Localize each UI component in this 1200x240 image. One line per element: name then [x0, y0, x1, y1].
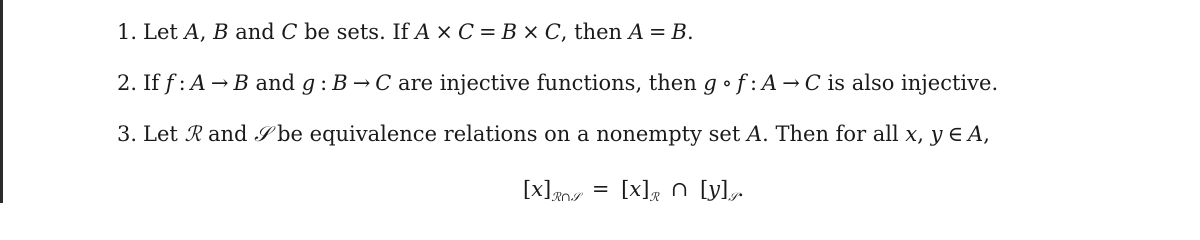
variable-x: x	[629, 177, 642, 201]
bracket-open: [	[699, 177, 709, 201]
text-run: ,	[983, 122, 990, 146]
subscript-relation-r: ℛ	[649, 190, 659, 204]
intersection-sign: ∩	[670, 177, 689, 201]
left-border-rule	[0, 0, 3, 203]
text-run: . Then for all	[762, 122, 906, 146]
text-run: ,	[917, 122, 931, 146]
math-symbol: B	[671, 20, 687, 44]
math-symbol: C	[544, 20, 561, 44]
math-operator: ∘	[721, 71, 733, 95]
text-run: If	[143, 71, 166, 95]
math-symbol: g	[703, 71, 717, 95]
text-run: , then	[560, 20, 629, 44]
math-symbol: y	[930, 122, 943, 146]
statement-text	[143, 122, 990, 146]
math-operator: :	[749, 71, 758, 95]
text-run: Let	[143, 122, 185, 146]
math-operator: :	[178, 71, 186, 95]
statement-number: 1.	[117, 20, 138, 44]
text-run: and	[248, 71, 302, 95]
math-operator: →	[782, 71, 800, 95]
subscript-relation-s: 𝒮	[728, 190, 738, 204]
math-operator: →	[210, 71, 229, 95]
math-symbol: C	[804, 71, 821, 95]
statement-number: 2.	[117, 71, 138, 95]
math-operator: ×	[435, 20, 453, 44]
text-run: ,	[199, 20, 214, 44]
math-symbol: A	[415, 20, 431, 44]
math-operator: ×	[522, 20, 540, 44]
relation-symbol: ℛ	[184, 122, 202, 146]
variable-y: y	[708, 177, 721, 201]
bracket-close: ]	[641, 177, 650, 201]
text-run: Let	[143, 20, 185, 44]
math-operator: =	[648, 20, 667, 44]
math-symbol: B	[213, 20, 229, 44]
math-symbol: A	[190, 71, 206, 95]
math-operator: →	[352, 71, 371, 95]
statement-number: 3.	[117, 122, 138, 146]
math-symbol: A	[968, 122, 984, 146]
subscript-intersection-relation: ℛ∩𝒮	[551, 190, 581, 204]
bracket-close: ]	[720, 177, 729, 201]
math-operator: ∈	[947, 122, 964, 146]
math-symbol: C	[375, 71, 392, 95]
math-symbol: A	[184, 20, 200, 44]
display-equation	[523, 176, 744, 205]
math-symbol: f	[165, 71, 174, 95]
math-operator: =	[479, 20, 497, 44]
relation-symbol: 𝒮	[254, 122, 271, 146]
variable-x: x	[531, 177, 544, 201]
period: .	[737, 177, 745, 201]
equals-sign: =	[591, 177, 610, 201]
math-symbol: A	[628, 20, 644, 44]
statement-text	[143, 20, 694, 44]
math-symbol: f	[737, 71, 745, 95]
bracket-open: [	[621, 177, 630, 201]
text-run: is also injective.	[820, 71, 999, 95]
text-run: be equivalence relations on a nonempty set	[270, 122, 747, 146]
text-run: .	[686, 20, 694, 44]
bracket-close: ]	[543, 177, 552, 201]
text-run: are injective functions, then	[391, 71, 704, 95]
text-run: be sets. If	[297, 20, 416, 44]
statement-1	[117, 19, 694, 45]
math-symbol: B	[332, 71, 348, 95]
math-symbol: A	[762, 71, 778, 95]
math-symbol: g	[301, 71, 316, 95]
statement-text	[143, 71, 998, 95]
math-symbol: B	[501, 20, 518, 44]
text-run: and	[201, 122, 255, 146]
text-run: and	[228, 20, 282, 44]
math-operator: :	[320, 71, 328, 95]
statement-2	[117, 70, 998, 96]
math-symbol: C	[457, 20, 475, 44]
statement-3	[117, 121, 990, 147]
math-symbol: C	[281, 20, 298, 44]
math-symbol: x	[905, 122, 918, 146]
math-symbol: B	[233, 71, 249, 95]
bracket-open: [	[523, 177, 532, 201]
math-symbol: A	[746, 122, 763, 146]
